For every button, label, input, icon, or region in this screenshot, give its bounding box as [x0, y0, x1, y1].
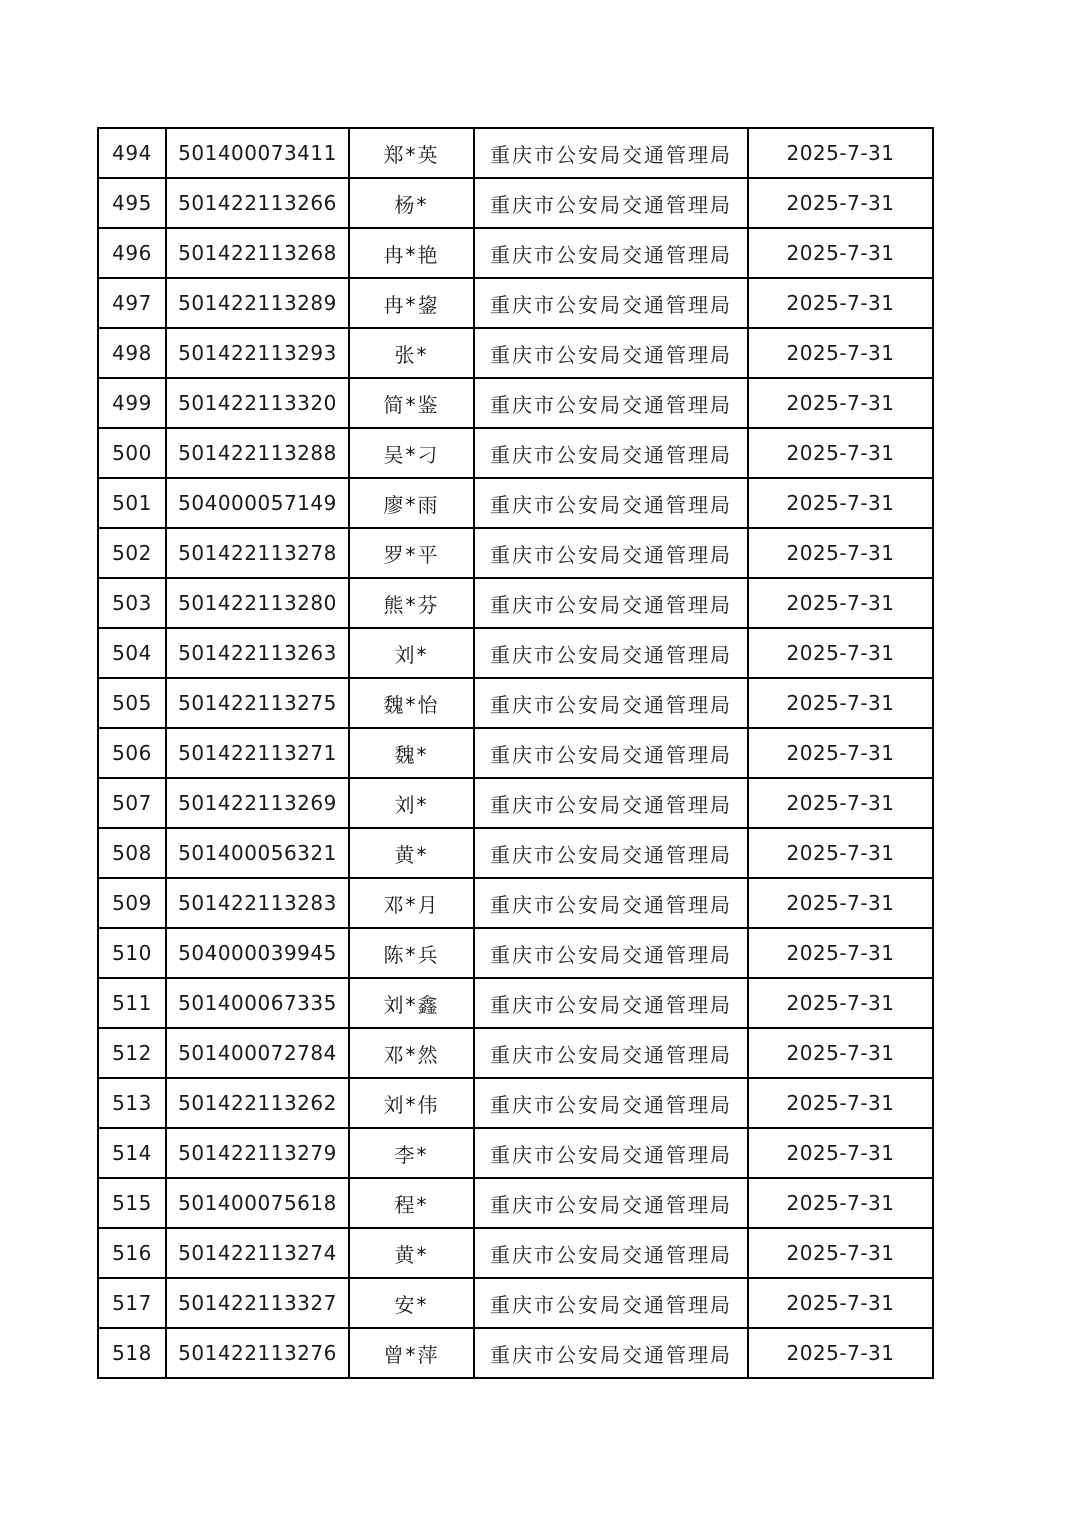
cell-certificate-id: 501422113263 — [166, 628, 349, 678]
cell-authority: 重庆市公安局交通管理局 — [474, 528, 748, 578]
cell-date: 2025-7-31 — [748, 178, 933, 228]
cell-date: 2025-7-31 — [748, 1078, 933, 1128]
cell-name: 安* — [349, 1278, 474, 1328]
cell-name: 郑*英 — [349, 128, 474, 178]
cell-certificate-id: 501422113289 — [166, 278, 349, 328]
cell-seq: 505 — [98, 678, 166, 728]
cell-seq: 510 — [98, 928, 166, 978]
cell-seq: 509 — [98, 878, 166, 928]
table-row — [98, 628, 933, 678]
cell-certificate-id: 501422113275 — [166, 678, 349, 728]
cell-seq: 499 — [98, 378, 166, 428]
cell-authority: 重庆市公安局交通管理局 — [474, 1228, 748, 1278]
cell-seq: 494 — [98, 128, 166, 178]
table-row — [98, 278, 933, 328]
table-row — [98, 1028, 933, 1078]
cell-authority: 重庆市公安局交通管理局 — [474, 678, 748, 728]
cell-authority: 重庆市公安局交通管理局 — [474, 728, 748, 778]
cell-seq: 512 — [98, 1028, 166, 1078]
cell-seq: 513 — [98, 1078, 166, 1128]
cell-certificate-id: 501422113280 — [166, 578, 349, 628]
cell-name: 邓*月 — [349, 878, 474, 928]
table-row — [98, 1078, 933, 1128]
cell-name: 廖*雨 — [349, 478, 474, 528]
cell-authority: 重庆市公安局交通管理局 — [474, 378, 748, 428]
cell-date: 2025-7-31 — [748, 728, 933, 778]
cell-certificate-id: 501400075618 — [166, 1178, 349, 1228]
cell-name: 黄* — [349, 828, 474, 878]
table-row — [98, 778, 933, 828]
cell-authority: 重庆市公安局交通管理局 — [474, 278, 748, 328]
cell-seq: 500 — [98, 428, 166, 478]
cell-date: 2025-7-31 — [748, 478, 933, 528]
cell-name: 冉*艳 — [349, 228, 474, 278]
cell-name: 邓*然 — [349, 1028, 474, 1078]
cell-authority: 重庆市公安局交通管理局 — [474, 228, 748, 278]
cell-date: 2025-7-31 — [748, 228, 933, 278]
cell-seq: 517 — [98, 1278, 166, 1328]
cell-name: 吴*刁 — [349, 428, 474, 478]
cell-date: 2025-7-31 — [748, 528, 933, 578]
table-row — [98, 328, 933, 378]
table-row — [98, 428, 933, 478]
cell-name: 刘* — [349, 628, 474, 678]
cell-date: 2025-7-31 — [748, 1128, 933, 1178]
cell-seq: 497 — [98, 278, 166, 328]
cell-authority: 重庆市公安局交通管理局 — [474, 1028, 748, 1078]
table-row — [98, 128, 933, 178]
cell-seq: 518 — [98, 1328, 166, 1378]
cell-seq: 503 — [98, 578, 166, 628]
cell-date: 2025-7-31 — [748, 978, 933, 1028]
cell-name: 简*鉴 — [349, 378, 474, 428]
cell-date: 2025-7-31 — [748, 1178, 933, 1228]
cell-authority: 重庆市公安局交通管理局 — [474, 1328, 748, 1378]
table-row — [98, 1328, 933, 1378]
cell-date: 2025-7-31 — [748, 128, 933, 178]
cell-name: 魏*怡 — [349, 678, 474, 728]
table-row — [98, 478, 933, 528]
cell-name: 曾*萍 — [349, 1328, 474, 1378]
cell-seq: 502 — [98, 528, 166, 578]
table-row — [98, 178, 933, 228]
table-row — [98, 1178, 933, 1228]
table-row — [98, 1128, 933, 1178]
cell-date: 2025-7-31 — [748, 578, 933, 628]
cell-certificate-id: 501422113269 — [166, 778, 349, 828]
cell-seq: 508 — [98, 828, 166, 878]
cell-authority: 重庆市公安局交通管理局 — [474, 578, 748, 628]
cell-date: 2025-7-31 — [748, 1278, 933, 1328]
cell-name: 熊*芬 — [349, 578, 474, 628]
cell-name: 刘*鑫 — [349, 978, 474, 1028]
cell-authority: 重庆市公安局交通管理局 — [474, 1128, 748, 1178]
cell-seq: 511 — [98, 978, 166, 1028]
cell-date: 2025-7-31 — [748, 928, 933, 978]
cell-authority: 重庆市公安局交通管理局 — [474, 478, 748, 528]
table-row — [98, 378, 933, 428]
records-table-body — [98, 128, 933, 1378]
cell-name: 冉*鋆 — [349, 278, 474, 328]
cell-name: 杨* — [349, 178, 474, 228]
cell-authority: 重庆市公安局交通管理局 — [474, 978, 748, 1028]
records-table — [97, 127, 934, 1379]
cell-seq: 515 — [98, 1178, 166, 1228]
cell-name: 李* — [349, 1128, 474, 1178]
cell-seq: 516 — [98, 1228, 166, 1278]
cell-date: 2025-7-31 — [748, 378, 933, 428]
cell-authority: 重庆市公安局交通管理局 — [474, 328, 748, 378]
cell-date: 2025-7-31 — [748, 778, 933, 828]
cell-certificate-id: 504000057149 — [166, 478, 349, 528]
cell-certificate-id: 504000039945 — [166, 928, 349, 978]
cell-certificate-id: 501400073411 — [166, 128, 349, 178]
cell-certificate-id: 501422113262 — [166, 1078, 349, 1128]
cell-date: 2025-7-31 — [748, 1328, 933, 1378]
cell-authority: 重庆市公安局交通管理局 — [474, 1078, 748, 1128]
cell-date: 2025-7-31 — [748, 828, 933, 878]
cell-seq: 504 — [98, 628, 166, 678]
cell-authority: 重庆市公安局交通管理局 — [474, 828, 748, 878]
cell-authority: 重庆市公安局交通管理局 — [474, 878, 748, 928]
cell-certificate-id: 501422113276 — [166, 1328, 349, 1378]
cell-seq: 498 — [98, 328, 166, 378]
cell-name: 张* — [349, 328, 474, 378]
table-row — [98, 228, 933, 278]
cell-name: 黄* — [349, 1228, 474, 1278]
cell-authority: 重庆市公安局交通管理局 — [474, 628, 748, 678]
cell-certificate-id: 501400072784 — [166, 1028, 349, 1078]
cell-authority: 重庆市公安局交通管理局 — [474, 928, 748, 978]
table-row — [98, 978, 933, 1028]
table-row — [98, 878, 933, 928]
cell-authority: 重庆市公安局交通管理局 — [474, 778, 748, 828]
cell-certificate-id: 501400067335 — [166, 978, 349, 1028]
cell-date: 2025-7-31 — [748, 878, 933, 928]
cell-date: 2025-7-31 — [748, 328, 933, 378]
cell-authority: 重庆市公安局交通管理局 — [474, 128, 748, 178]
cell-certificate-id: 501422113320 — [166, 378, 349, 428]
cell-certificate-id: 501422113271 — [166, 728, 349, 778]
cell-seq: 496 — [98, 228, 166, 278]
table-row — [98, 528, 933, 578]
cell-authority: 重庆市公安局交通管理局 — [474, 1178, 748, 1228]
cell-seq: 501 — [98, 478, 166, 528]
cell-name: 刘* — [349, 778, 474, 828]
cell-certificate-id: 501400056321 — [166, 828, 349, 878]
cell-authority: 重庆市公安局交通管理局 — [474, 178, 748, 228]
cell-seq: 495 — [98, 178, 166, 228]
cell-certificate-id: 501422113268 — [166, 228, 349, 278]
cell-name: 刘*伟 — [349, 1078, 474, 1128]
cell-authority: 重庆市公安局交通管理局 — [474, 428, 748, 478]
cell-certificate-id: 501422113274 — [166, 1228, 349, 1278]
table-row — [98, 928, 933, 978]
cell-date: 2025-7-31 — [748, 678, 933, 728]
cell-date: 2025-7-31 — [748, 278, 933, 328]
cell-certificate-id: 501422113283 — [166, 878, 349, 928]
cell-authority: 重庆市公安局交通管理局 — [474, 1278, 748, 1328]
cell-date: 2025-7-31 — [748, 1028, 933, 1078]
cell-certificate-id: 501422113266 — [166, 178, 349, 228]
cell-date: 2025-7-31 — [748, 1228, 933, 1278]
cell-certificate-id: 501422113293 — [166, 328, 349, 378]
cell-date: 2025-7-31 — [748, 428, 933, 478]
table-row — [98, 728, 933, 778]
cell-name: 魏* — [349, 728, 474, 778]
table-row — [98, 1228, 933, 1278]
cell-certificate-id: 501422113279 — [166, 1128, 349, 1178]
cell-certificate-id: 501422113278 — [166, 528, 349, 578]
cell-certificate-id: 501422113288 — [166, 428, 349, 478]
cell-name: 程* — [349, 1178, 474, 1228]
cell-seq: 506 — [98, 728, 166, 778]
cell-date: 2025-7-31 — [748, 628, 933, 678]
cell-name: 陈*兵 — [349, 928, 474, 978]
cell-name: 罗*平 — [349, 528, 474, 578]
table-row — [98, 828, 933, 878]
table-row — [98, 678, 933, 728]
cell-seq: 514 — [98, 1128, 166, 1178]
table-row — [98, 578, 933, 628]
cell-certificate-id: 501422113327 — [166, 1278, 349, 1328]
cell-seq: 507 — [98, 778, 166, 828]
table-row — [98, 1278, 933, 1328]
